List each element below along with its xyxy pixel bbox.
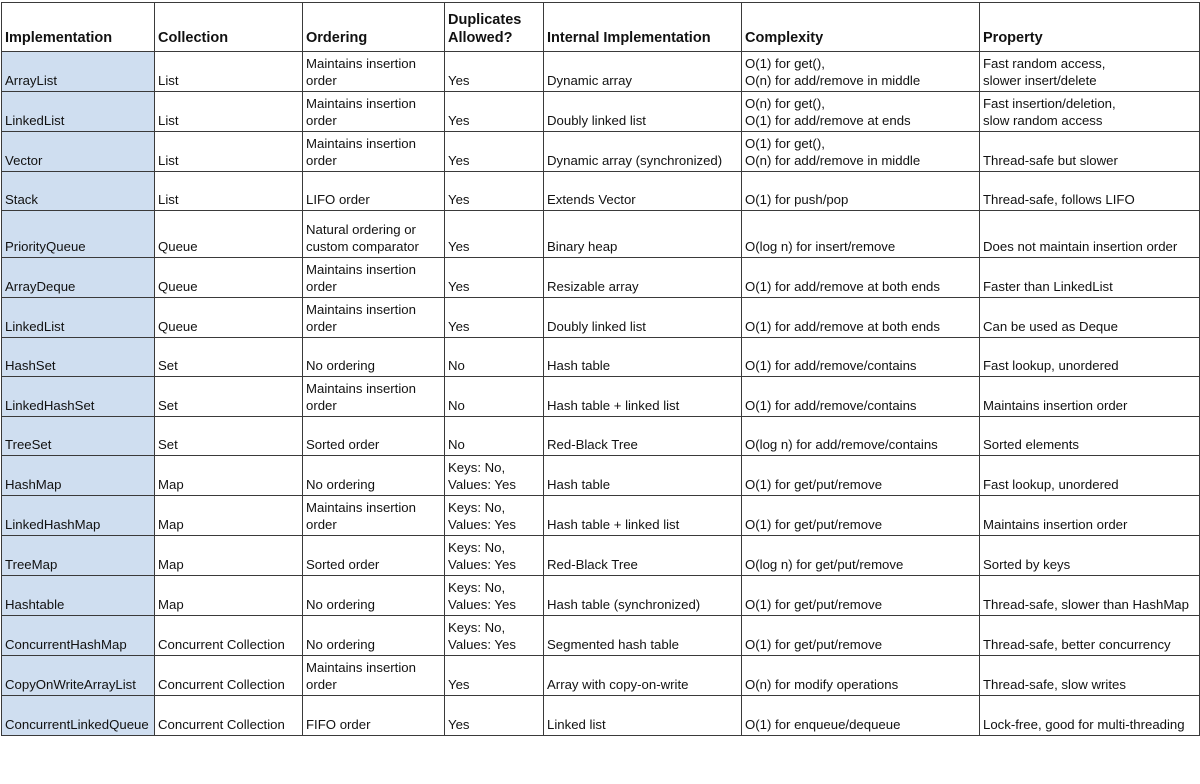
duplicates-cell: Yes — [445, 52, 544, 92]
duplicates-cell: No — [445, 417, 544, 456]
complexity-cell: O(log n) for insert/remove — [742, 211, 980, 258]
internal-implementation-cell: Red-Black Tree — [544, 536, 742, 576]
internal-implementation-cell: Doubly linked list — [544, 92, 742, 132]
property-cell: Thread-safe, slower than HashMap — [980, 576, 1200, 616]
implementation-cell: LinkedHashSet — [2, 377, 155, 417]
property-cell: Fast insertion/deletion, slow random access — [980, 92, 1200, 132]
table-row — [2, 338, 1200, 377]
implementation-cell: HashSet — [2, 338, 155, 377]
internal-implementation-cell: Dynamic array — [544, 52, 742, 92]
complexity-cell: O(1) for get/put/remove — [742, 496, 980, 536]
duplicates-cell: Yes — [445, 298, 544, 338]
complexity-cell: O(1) for get/put/remove — [742, 576, 980, 616]
internal-implementation-cell: Hash table — [544, 456, 742, 496]
implementation-cell: TreeMap — [2, 536, 155, 576]
property-cell: Sorted elements — [980, 417, 1200, 456]
duplicates-cell: Yes — [445, 172, 544, 211]
collection-cell: Set — [155, 377, 303, 417]
collection-cell: Concurrent Collection — [155, 696, 303, 736]
header-implementation: Implementation — [2, 3, 155, 52]
complexity-cell: O(1) for get/put/remove — [742, 616, 980, 656]
complexity-cell: O(1) for enqueue/dequeue — [742, 696, 980, 736]
internal-implementation-cell: Doubly linked list — [544, 298, 742, 338]
collection-cell: Map — [155, 536, 303, 576]
collection-cell: Set — [155, 417, 303, 456]
duplicates-cell: Yes — [445, 656, 544, 696]
collection-cell: List — [155, 92, 303, 132]
duplicates-cell: Yes — [445, 92, 544, 132]
duplicates-cell: Keys: No, Values: Yes — [445, 536, 544, 576]
collection-cell: Queue — [155, 298, 303, 338]
table-row — [2, 616, 1200, 656]
implementation-cell: Hashtable — [2, 576, 155, 616]
duplicates-cell: Keys: No, Values: Yes — [445, 496, 544, 536]
table-row — [2, 172, 1200, 211]
table-row — [2, 696, 1200, 736]
collection-cell: Queue — [155, 211, 303, 258]
internal-implementation-cell: Hash table + linked list — [544, 496, 742, 536]
collections-comparison-table — [1, 2, 1200, 736]
table-row — [2, 92, 1200, 132]
duplicates-cell: Yes — [445, 211, 544, 258]
ordering-cell: Natural ordering or custom comparator — [303, 211, 445, 258]
internal-implementation-cell: Dynamic array (synchronized) — [544, 132, 742, 172]
header-row — [2, 3, 1200, 52]
table-row — [2, 258, 1200, 298]
duplicates-cell: Yes — [445, 258, 544, 298]
duplicates-cell: Keys: No, Values: Yes — [445, 576, 544, 616]
implementation-cell: ArrayList — [2, 52, 155, 92]
implementation-cell: HashMap — [2, 456, 155, 496]
collection-cell: Map — [155, 456, 303, 496]
internal-implementation-cell: Hash table (synchronized) — [544, 576, 742, 616]
ordering-cell: Sorted order — [303, 536, 445, 576]
internal-implementation-cell: Hash table + linked list — [544, 377, 742, 417]
implementation-cell: Vector — [2, 132, 155, 172]
collection-cell: Queue — [155, 258, 303, 298]
implementation-cell: ArrayDeque — [2, 258, 155, 298]
internal-implementation-cell: Array with copy-on-write — [544, 656, 742, 696]
header-property: Property — [980, 3, 1200, 52]
property-cell: Thread-safe, follows LIFO — [980, 172, 1200, 211]
internal-implementation-cell: Red-Black Tree — [544, 417, 742, 456]
collection-cell: List — [155, 172, 303, 211]
collection-cell: Concurrent Collection — [155, 616, 303, 656]
property-cell: Thread-safe, slow writes — [980, 656, 1200, 696]
complexity-cell: O(1) for add/remove at both ends — [742, 298, 980, 338]
internal-implementation-cell: Extends Vector — [544, 172, 742, 211]
complexity-cell: O(1) for add/remove at both ends — [742, 258, 980, 298]
implementation-cell: Stack — [2, 172, 155, 211]
ordering-cell: No ordering — [303, 576, 445, 616]
ordering-cell: Maintains insertion order — [303, 656, 445, 696]
duplicates-cell: Yes — [445, 132, 544, 172]
table-row — [2, 52, 1200, 92]
complexity-cell: O(1) for add/remove/contains — [742, 377, 980, 417]
complexity-cell: O(1) for get(), O(n) for add/remove in middle — [742, 132, 980, 172]
ordering-cell: Maintains insertion order — [303, 92, 445, 132]
table-row — [2, 456, 1200, 496]
implementation-cell: ConcurrentHashMap — [2, 616, 155, 656]
property-cell: Lock-free, good for multi-threading — [980, 696, 1200, 736]
header-internal-implementation: Internal Implementation — [544, 3, 742, 52]
implementation-cell: LinkedHashMap — [2, 496, 155, 536]
complexity-cell: O(1) for get/put/remove — [742, 456, 980, 496]
table-row — [2, 417, 1200, 456]
table-row — [2, 536, 1200, 576]
ordering-cell: Maintains insertion order — [303, 496, 445, 536]
complexity-cell: O(n) for get(), O(1) for add/remove at ends — [742, 92, 980, 132]
header-ordering: Ordering — [303, 3, 445, 52]
complexity-cell: O(1) for add/remove/contains — [742, 338, 980, 377]
table-row — [2, 576, 1200, 616]
header-collection: Collection — [155, 3, 303, 52]
property-cell: Can be used as Deque — [980, 298, 1200, 338]
complexity-cell: O(log n) for add/remove/contains — [742, 417, 980, 456]
implementation-cell: ConcurrentLinkedQueue — [2, 696, 155, 736]
implementation-cell: TreeSet — [2, 417, 155, 456]
collection-cell: Set — [155, 338, 303, 377]
ordering-cell: Sorted order — [303, 417, 445, 456]
header-complexity: Complexity — [742, 3, 980, 52]
property-cell: Fast lookup, unordered — [980, 456, 1200, 496]
duplicates-cell: Keys: No, Values: Yes — [445, 456, 544, 496]
duplicates-cell: No — [445, 377, 544, 417]
header-duplicates-allowed: Duplicates Allowed? — [445, 3, 544, 52]
property-cell: Sorted by keys — [980, 536, 1200, 576]
property-cell: Does not maintain insertion order — [980, 211, 1200, 258]
internal-implementation-cell: Segmented hash table — [544, 616, 742, 656]
table-row — [2, 211, 1200, 258]
ordering-cell: Maintains insertion order — [303, 377, 445, 417]
property-cell: Thread-safe, better concurrency — [980, 616, 1200, 656]
duplicates-cell: Yes — [445, 696, 544, 736]
internal-implementation-cell: Hash table — [544, 338, 742, 377]
property-cell: Fast random access, slower insert/delete — [980, 52, 1200, 92]
table-row — [2, 298, 1200, 338]
duplicates-cell: No — [445, 338, 544, 377]
duplicates-cell: Keys: No, Values: Yes — [445, 616, 544, 656]
collection-cell: List — [155, 52, 303, 92]
implementation-cell: CopyOnWriteArrayList — [2, 656, 155, 696]
table-row — [2, 656, 1200, 696]
internal-implementation-cell: Binary heap — [544, 211, 742, 258]
complexity-cell: O(log n) for get/put/remove — [742, 536, 980, 576]
ordering-cell: LIFO order — [303, 172, 445, 211]
collection-cell: List — [155, 132, 303, 172]
ordering-cell: FIFO order — [303, 696, 445, 736]
ordering-cell: Maintains insertion order — [303, 132, 445, 172]
implementation-cell: PriorityQueue — [2, 211, 155, 258]
collection-cell: Map — [155, 496, 303, 536]
table-row — [2, 496, 1200, 536]
table-row — [2, 377, 1200, 417]
implementation-cell: LinkedList — [2, 92, 155, 132]
table-row — [2, 132, 1200, 172]
ordering-cell: Maintains insertion order — [303, 298, 445, 338]
implementation-cell: LinkedList — [2, 298, 155, 338]
property-cell: Maintains insertion order — [980, 496, 1200, 536]
collection-cell: Map — [155, 576, 303, 616]
property-cell: Maintains insertion order — [980, 377, 1200, 417]
complexity-cell: O(1) for get(), O(n) for add/remove in middle — [742, 52, 980, 92]
collection-cell: Concurrent Collection — [155, 656, 303, 696]
ordering-cell: No ordering — [303, 338, 445, 377]
property-cell: Fast lookup, unordered — [980, 338, 1200, 377]
complexity-cell: O(n) for modify operations — [742, 656, 980, 696]
complexity-cell: O(1) for push/pop — [742, 172, 980, 211]
ordering-cell: No ordering — [303, 616, 445, 656]
internal-implementation-cell: Resizable array — [544, 258, 742, 298]
internal-implementation-cell: Linked list — [544, 696, 742, 736]
ordering-cell: Maintains insertion order — [303, 258, 445, 298]
ordering-cell: Maintains insertion order — [303, 52, 445, 92]
property-cell: Faster than LinkedList — [980, 258, 1200, 298]
property-cell: Thread-safe but slower — [980, 132, 1200, 172]
ordering-cell: No ordering — [303, 456, 445, 496]
